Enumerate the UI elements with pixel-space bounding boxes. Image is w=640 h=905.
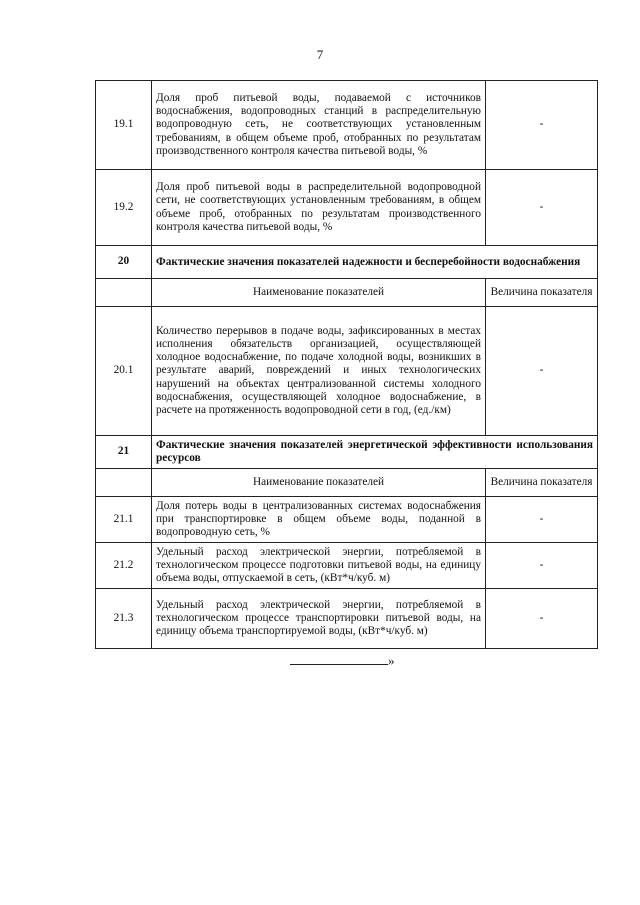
indicator-text: Доля потерь воды в централизованных системах водоснабжения при транспортировке в общем объеме воды, поданной в водопроводную сеть, %	[152, 497, 486, 543]
closing-line	[290, 653, 395, 669]
row-number: 21.1	[96, 497, 152, 543]
section-title: Фактические значения показателей энергетической эффективности использования ресурсов	[152, 436, 598, 469]
table-row	[96, 170, 598, 246]
section-title: Фактические значения показателей надежности и бесперебойности водоснабжения	[152, 246, 598, 279]
indicator-value: -	[486, 307, 598, 436]
indicator-value: -	[486, 543, 598, 589]
row-number: 21.2	[96, 543, 152, 589]
indicators-table	[95, 80, 598, 649]
page-number: 7	[316, 47, 324, 62]
row-number: 19.2	[96, 170, 152, 246]
table-row	[96, 497, 598, 543]
closing-quote: »	[388, 653, 395, 668]
indicator-value: -	[486, 497, 598, 543]
indicator-text: Доля проб питьевой воды в распределительной водопроводной сети, не соответствующих установленным требованиям, в общем объеме проб, отобранных по результатам производственного контроля качества питьевой воды, %	[152, 170, 486, 246]
header-value: Величина показателя	[486, 469, 598, 497]
indicator-text: Удельный расход электрической энергии, потребляемой в технологическом процессе подготовки питьевой воды, на единицу объема воды, отпускаемой в сеть, (кВт*ч/куб. м)	[152, 543, 486, 589]
header-row	[96, 279, 598, 307]
table-row	[96, 543, 598, 589]
row-number: 20.1	[96, 307, 152, 436]
indicator-text: Доля проб питьевой воды, подаваемой с источников водоснабжения, водопроводных станций в распределительную водопроводную сеть, не соответствующих установленным требованиям, в общем объеме проб, отобранных по результатам производственного контроля качества питьевой воды, %	[152, 81, 486, 170]
table-row	[96, 589, 598, 649]
indicator-value: -	[486, 170, 598, 246]
row-number: 19.1	[96, 81, 152, 170]
header-value: Величина показателя	[486, 279, 598, 307]
table-row	[96, 81, 598, 170]
section-number: 20	[96, 246, 152, 279]
indicator-value: -	[486, 589, 598, 649]
section-row	[96, 246, 598, 279]
header-name: Наименование показателей	[152, 469, 486, 497]
header-empty-cell	[96, 469, 152, 497]
section-number: 21	[96, 436, 152, 469]
header-empty-cell	[96, 279, 152, 307]
section-row	[96, 436, 598, 469]
indicator-text: Количество перерывов в подаче воды, зафиксированных в местах исполнения обязательств организацией, осуществляющей холодное водоснабжение, по подаче холодной воды, возникших в результате аварий, повреждений и иных технологических нарушений на объектах централизованной системы холодного водоснабжения, осуществляющей холодное водоснабжение, в расчете на протяженность водопроводной сети в год, (ед./км)	[152, 307, 486, 436]
indicator-value: -	[486, 81, 598, 170]
header-name: Наименование показателей	[152, 279, 486, 307]
underline-rule	[290, 654, 388, 665]
table-row	[96, 307, 598, 436]
header-row	[96, 469, 598, 497]
row-number: 21.3	[96, 589, 152, 649]
indicator-text: Удельный расход электрической энергии, потребляемой в технологическом процессе транспортировки питьевой воды, на единицу объема транспортируемой воды, (кВт*ч/куб. м)	[152, 589, 486, 649]
